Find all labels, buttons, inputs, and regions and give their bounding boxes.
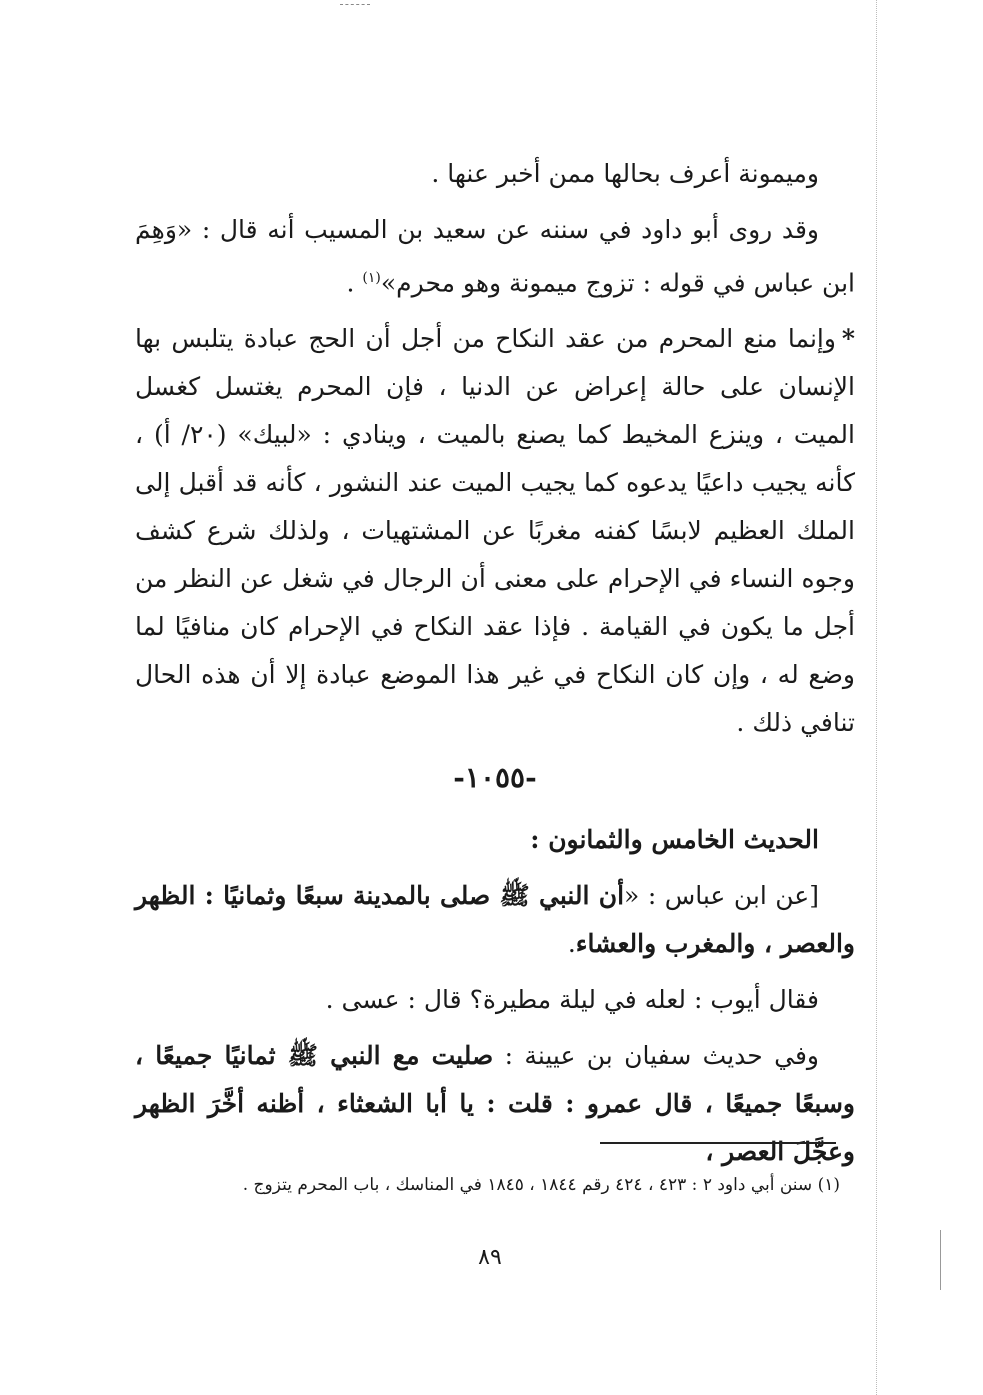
hadith-text: أن النبي ﷺ صلى بالمدينة سبعًا وثمانيًا : الظهر والعصر ، والمغرب والعشاء [135, 881, 855, 959]
paragraph-sufyan [135, 1032, 855, 1176]
hadith-opening: [عن ابن عباس : « [624, 881, 819, 911]
paragraph-maymuna [135, 150, 855, 198]
sufyan-narration: صليت مع النبي ﷺ ثمانيًا جميعًا ، وسبعًا جميعًا ، قال عمرو : قلت : يا أبا الشعثاء ، أظنه أخَّرَ الظهر وعجَّلَ العصر ، [135, 1041, 855, 1167]
paragraph-text: وقد روى أبو داود في سننه عن سعيد بن المسيب أنه قال : «وَهِمَ ابن عباس في قوله : تزوج ميمونة وهو محرم» [135, 215, 855, 298]
hadith-number: -١٠٥٥- [453, 761, 537, 795]
paragraph-text: وميمونة أعرف بحالها ممن أخبر عنها . [431, 159, 819, 188]
paragraph-ayyub: فقال أيوب : لعله في ليلة مطيرة؟ قال : عسى . [325, 985, 819, 1015]
footnote-divider [600, 1142, 836, 1144]
hadith-close: . [567, 929, 576, 959]
paragraph-abu-dawud [135, 206, 855, 307]
sufyan-intro: وفي حديث سفيان بن عيينة : [493, 1041, 819, 1071]
paragraph-tail: . [346, 268, 363, 298]
paragraph-ihram-explanation [135, 315, 855, 747]
paragraph-hadith [135, 872, 855, 968]
footnote-reference[interactable]: (١) [362, 270, 381, 286]
chapter-title: الحديث الخامس والثمانون : [530, 825, 819, 855]
scan-edge-line [876, 0, 877, 1395]
paragraph-text: وإنما منع المحرم من عقد النكاح من أجل أن الحج عبادة يتلبس بها الإنسان على حالة إعراض عن الدنيا ، فإن المحرم يغتسل كغسل الميت ، وينزع المخيط كما يصنع بالميت ، وينادي : «لبيك» (٢٠/ أ) ، كأنه يجيب داعيًا يدعوه كما يجيب الميت عند النشور ، كأنه قد أقبل إلى الملك العظيم لابسًا كفنه مغربًا عن المشتهيات ، ولذلك شرع كشف وجوه النساء في الإحرام على معنى أن الرجال في شغل عن النظر من أجل ما يكون في القيامة . فإذا عقد النكاح في الإحرام كان منافيًا لما وضع له ، وإن كان النكاح في غير هذا الموضع عبادة إلا أن هذه الحال تنافي ذلك . [135, 324, 855, 738]
star-marker: * [841, 324, 855, 354]
scan-edge-mark [940, 1230, 941, 1290]
footnote: (١) سنن أبي داود ٢ : ٤٢٣ ، ٤٢٤ رقم ١٨٤٤ ، ١٨٤٥ في المناسك ، باب المحرم يتزوج . [242, 1175, 840, 1195]
scan-top-mark [340, 4, 370, 5]
main-text [135, 150, 855, 1184]
page-number: ٨٩ [478, 1245, 502, 1270]
